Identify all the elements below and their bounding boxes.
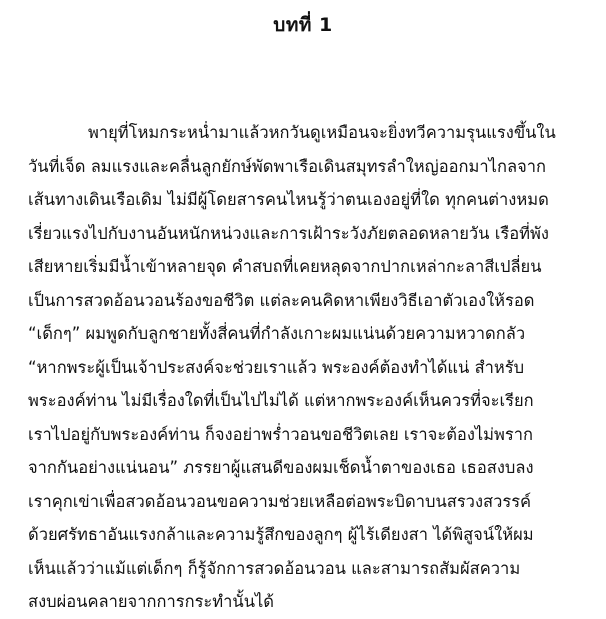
body-paragraph: [28, 116, 584, 619]
paragraph-line: พายุที่โหมกระหน่ำมาแล้วหกวันดูเหมือนจะยิ่งทวีความรุนแรงขึ้นใน: [88, 123, 556, 142]
paragraph-line: เรี่ยวแรงไปกับงานอันหนักหน่วงและการเฝ้าระวังภัยตลอดหลายวัน เรือที่พัง: [28, 223, 549, 243]
paragraph-line: เสียหายเริ่มมีน้ำเข้าหลายจุด คำสบถที่เคยหลุดจากปากเหล่ากะลาสีเปลี่ยน: [28, 257, 542, 276]
paragraph-line: เราไปอยู่กับพระองค์ท่าน ก็จงอย่าพร่ำวอนขอชีวิตเลย เราจะต้องไม่พราก: [28, 424, 534, 444]
paragraph-line: พระองค์ท่าน ไม่มีเรื่องใดที่เป็นไปไม่ได้ แต่หากพระองค์เห็นควรที่จะเรียก: [28, 391, 534, 410]
paragraph-line: “เด็กๆ” ผมพูดกับลูกชายทั้งสี่คนที่กำลังเกาะผมแน่นด้วยความหวาดกลัว: [28, 324, 526, 343]
paragraph-line: เป็นการสวดอ้อนวอนร้องขอชีวิต แต่ละคนคิดหาเพียงวิธีเอาตัวเองให้รอด: [28, 290, 535, 310]
paragraph-line: เส้นทางเดินเรือเดิม ไม่มีผู้โดยสารคนไหนรู้ว่าตนเองอยู่ที่ใด ทุกคนต่างหมด: [28, 190, 549, 209]
paragraph-line: ด้วยศรัทธาอันแรงกล้าและความรู้สึกของลูกๆ ผู้ไร้เดียงสา ได้พิสูจน์ให้ผม: [28, 525, 534, 544]
paragraph-line: “หากพระผู้เป็นเจ้าประสงค์จะช่วยเราแล้ว พระองค์ต้องทำได้แน่ สำหรับ: [28, 357, 525, 377]
paragraph-line: จากกันอย่างแน่นอน” ภรรยาผู้แสนดีของผมเช็ดน้ำตาของเธอ เธอสงบลง: [28, 458, 534, 477]
paragraph-line: เห็นแล้วว่าแม้แต่เด็กๆ ก็รู้จักการสวดอ้อนวอน และสามารถสัมผัสความ: [28, 558, 521, 578]
paragraph-line: สงบผ่อนคลายจากการกระทำนั้นได้: [28, 592, 275, 611]
paragraph-line: วันที่เจ็ด ลมแรงและคลื่นลูกยักษ์พัดพาเรือเดินสมุทรลำใหญ่ออกมาไกลจาก: [28, 156, 547, 176]
chapter-title: บทที่ 1: [273, 14, 333, 36]
paragraph-line: เราคุกเข่าเพื่อสวดอ้อนวอนขอความช่วยเหลือต่อพระบิดาบนสรวงสวรรค์: [28, 491, 532, 511]
